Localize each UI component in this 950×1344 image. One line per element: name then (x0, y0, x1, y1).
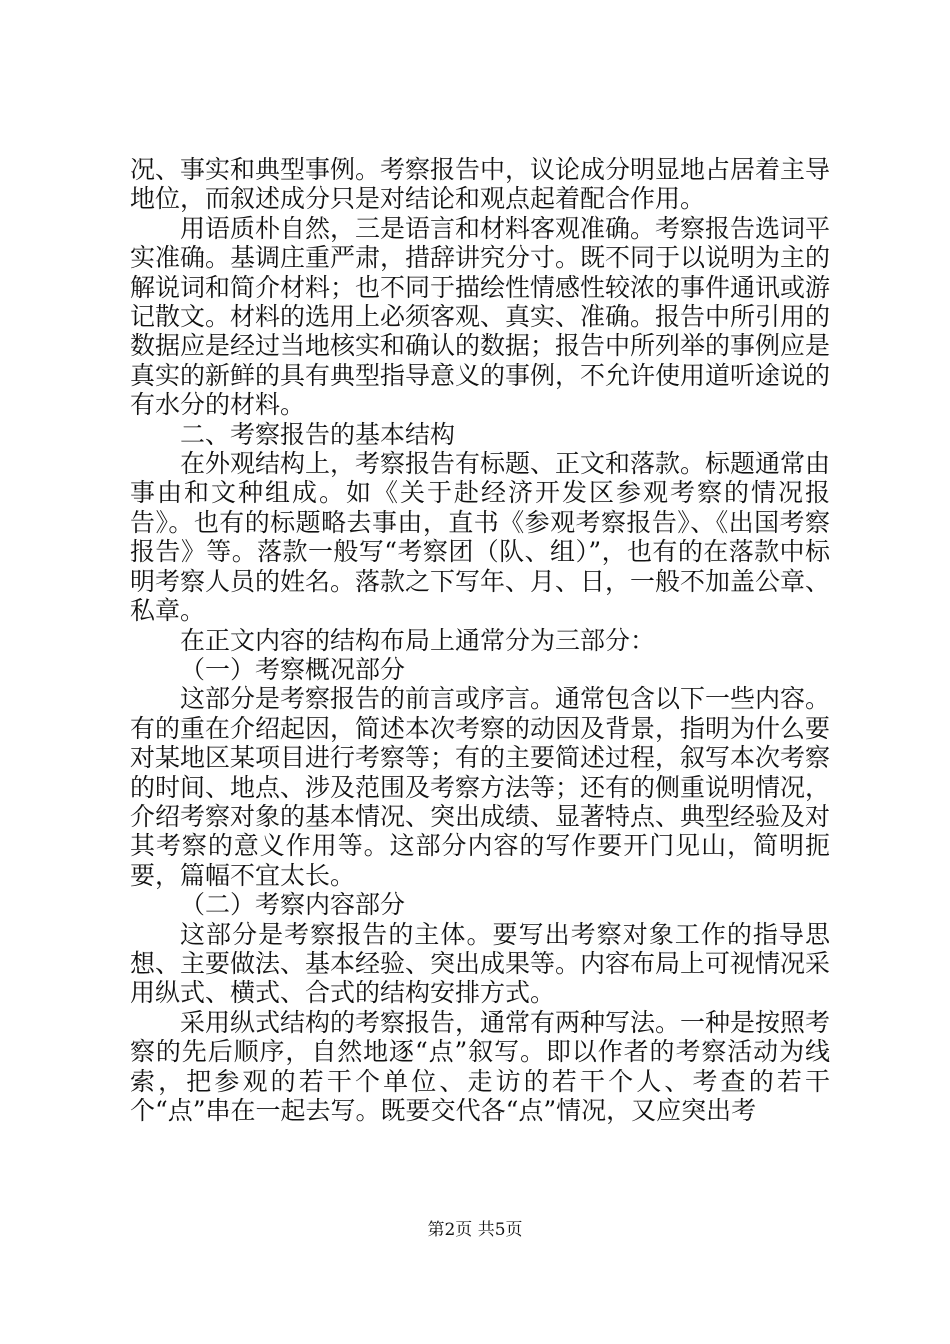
document-body (130, 155, 830, 1125)
paragraph: 这部分是考察报告的主体。要写出考察对象工作的指导思想、主要做法、基本经验、突出成果等。内容布局上可视情况采用纵式、横式、合式的结构安排方式。 (130, 919, 831, 1008)
paragraph: 用语质朴自然，三是语言和材料客观准确。考察报告选词平实准确。基调庄重严肃，措辞讲究分寸。既不同于以说明为主的解说词和简介材料；也不同于描绘性情感性较浓的事件通讯或游记散文。材料的选用上必须客观、真实、准确。报告中所引用的数据应是经过当地核实和确认的数据；报告中所列举的事例应是真实的新鲜的具有典型指导意义的事例，不允许使用道听途说的有水分的材料。 (130, 213, 831, 420)
paragraph: 在外观结构上，考察报告有标题、正文和落款。标题通常由事由和文种组成。如《关于赴经济开发区参观考察的情况报告》。也有的标题略去事由，直书《参观考察报告》、《出国考察报告》等。落款一般写“考察团（队、组）”，也有的在落款中标明考察人员的姓名。落款之下写年、月、日，一般不加盖公章、私章。 (130, 449, 831, 626)
paragraph: 采用纵式结构的考察报告，通常有两种写法。一种是按照考察的先后顺序，自然地逐“点”叙写。即以作者的考察活动为线索，把参观的若干个单位、走访的若干个人、考查的若干个“点”串在一起去写。既要交代各“点”情况，又应突出考 (130, 1007, 831, 1125)
section-heading: 二、考察报告的基本结构 (180, 419, 456, 449)
page-number: 第2页 共5页 (427, 1220, 523, 1240)
paragraph: 这部分是考察报告的前言或序言。通常包含以下一些内容。有的重在介绍起因，简述本次考察的动因及背景，指明为什么要对某地区某项目进行考察等；有的主要简述过程，叙写本次考察的时间、地点、涉及范围及考察方法等；还有的侧重说明情况，介绍考察对象的基本情况、突出成绩、显著特点、典型经验及对其考察的意义作用等。这部分内容的写作要开门见山，简明扼要，篇幅不宜太长。 (130, 684, 831, 890)
paragraph: 况、事实和典型事例。考察报告中，议论成分明显地占居着主导地位，而叙述成分只是对结论和观点起着配合作用。 (130, 155, 831, 214)
page-footer (0, 1215, 950, 1240)
subsection-heading: （二）考察内容部分 (180, 890, 406, 920)
paragraph: 在正文内容的结构布局上通常分为三部分： (180, 625, 656, 655)
subsection-heading: （一）考察概况部分 (180, 654, 406, 684)
